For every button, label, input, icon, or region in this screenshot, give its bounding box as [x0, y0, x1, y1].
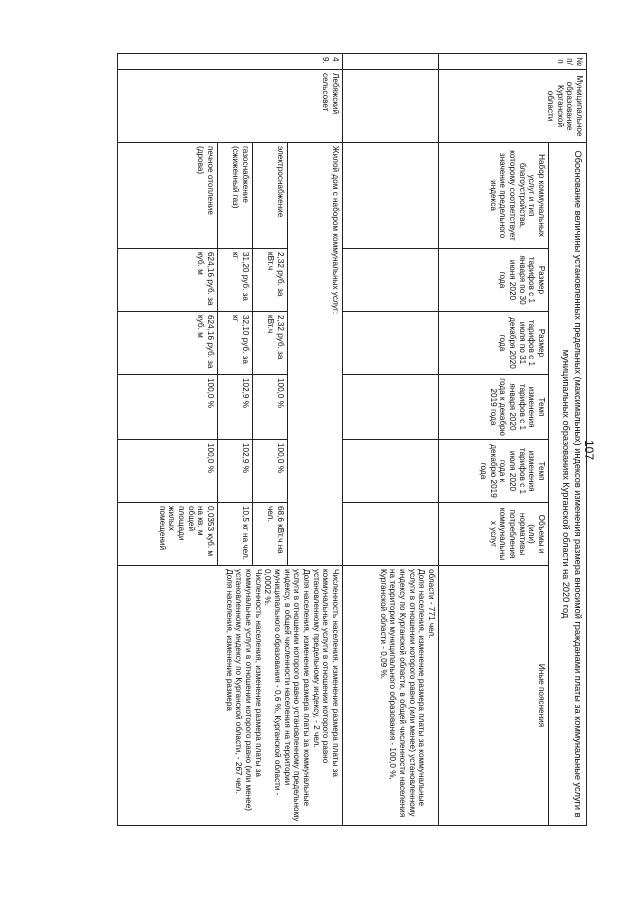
header-growth-jan: Темп изменения тарифов с 1 января 2020 года к декабрю 2019 года — [439, 375, 549, 440]
header-service-set: Набор коммунальных услуг и тип благоустройства, которому соответствует значение предельного индекса — [439, 143, 549, 249]
header-tariff-h1: Размер тарифов с 1 января по 30 июня 2020 года — [439, 249, 549, 312]
tariff-index-table — [117, 53, 587, 826]
service-volume: 10,5 кг на чел. — [218, 503, 253, 566]
service-tariff1: 31,20 руб. за кг — [218, 249, 253, 312]
table-title: Обоснование величины установленных предельных (максимальных) индексов изменения размера вносимой гражданами платы за коммунальные услуги в муниципальных образованиях Курганской области на 2020 год — [549, 143, 587, 826]
service-tariff2: 2,32 руб. за кВт.ч — [253, 312, 288, 375]
service-growth1: 100,0 % — [253, 375, 288, 440]
carry-service — [343, 143, 439, 249]
service-name: электроснабжение — [253, 143, 288, 249]
row49-num: 49. — [118, 54, 343, 70]
header-num: № п/п — [439, 54, 587, 70]
carry-growth2 — [343, 440, 439, 503]
explanation-line-2: Доля населения, изменение размера платы за коммунальные услуги в отношении которого равно установленному предельному индексу, в общей численности населения на территории муниципального образования - 0,6 %, Курганской области - 0,0002 %. — [263, 569, 311, 822]
service-name: газоснабжение (сжиженный газ) — [218, 143, 253, 249]
row49-explanation — [118, 566, 343, 826]
row49-housing: Жилой дом с набором коммунальных услуг: — [288, 143, 343, 566]
carry-tariff2 — [343, 312, 439, 375]
carry-growth1 — [343, 375, 439, 440]
service-tariff2: 624,16 руб. за куб. м — [118, 312, 218, 375]
carry-over-line-1: области - 771 чел. — [427, 569, 436, 639]
service-growth2: 102,9 % — [218, 440, 253, 503]
header-volumes: Объемы и (или) нормативы потребления коммунальных услуг — [439, 503, 549, 566]
carry-num — [343, 54, 439, 70]
service-growth1: 100,0 % — [118, 375, 218, 440]
service-tariff2: 32,10 руб. за кг — [218, 312, 253, 375]
service-tariff1: 2,32 руб. за кВт.ч — [253, 249, 288, 312]
carry-over-explanation — [343, 566, 439, 826]
service-volume: 68,6 кВт.ч на чел. — [253, 503, 288, 566]
header-other: Иные пояснения — [439, 566, 549, 826]
explanation-line-1: Численность населения, изменение размера платы за коммунальные услуги в отношении которого равно установленному предельному индексу, - 2 чел. — [311, 569, 340, 777]
rotated-page — [117, 53, 587, 825]
header-growth-jul: Темп изменения тарифов с 1 июля 2020 года к декабрю 2019 года — [439, 440, 549, 503]
explanation-line-3: Численность населения, изменение размера платы за коммунальные услуги в отношении которого равно (или менее) установленному индексу по Курганской области, - 267 чел. — [234, 569, 263, 811]
header-municipality: Муниципальное образование Курганской области — [439, 70, 587, 143]
page-number: 107 — [582, 440, 596, 461]
carry-municipality — [343, 70, 439, 143]
service-growth2: 100,0 % — [118, 440, 218, 503]
row49-municipality: Лебяжский сельсовет — [118, 70, 343, 143]
carry-over-line-2: Доля населения, изменение размера платы за коммунальные услуги в отношении которого равно (или менее) установленному индексу по Курганской области, в общей численности населения на территории муниципального образования - 100,0 %, Курганской области - 0,09 %. — [378, 569, 427, 818]
carry-tariff1 — [343, 249, 439, 312]
explanation-line-4: Доля населения, изменение размера — [224, 569, 234, 711]
service-tariff1: 624,16 руб. за куб. м — [118, 249, 218, 312]
service-volume: 0,0353 куб. м на кв. м общей площади жилых помещений — [118, 503, 218, 566]
service-name: печное отопление (дрова) — [118, 143, 218, 249]
service-growth2: 100,0 % — [253, 440, 288, 503]
service-growth1: 102,9 % — [218, 375, 253, 440]
header-tariff-h2: Размер тарифов с 1 июля по 31 декабря 2020 года — [439, 312, 549, 375]
carry-volume — [343, 503, 439, 566]
